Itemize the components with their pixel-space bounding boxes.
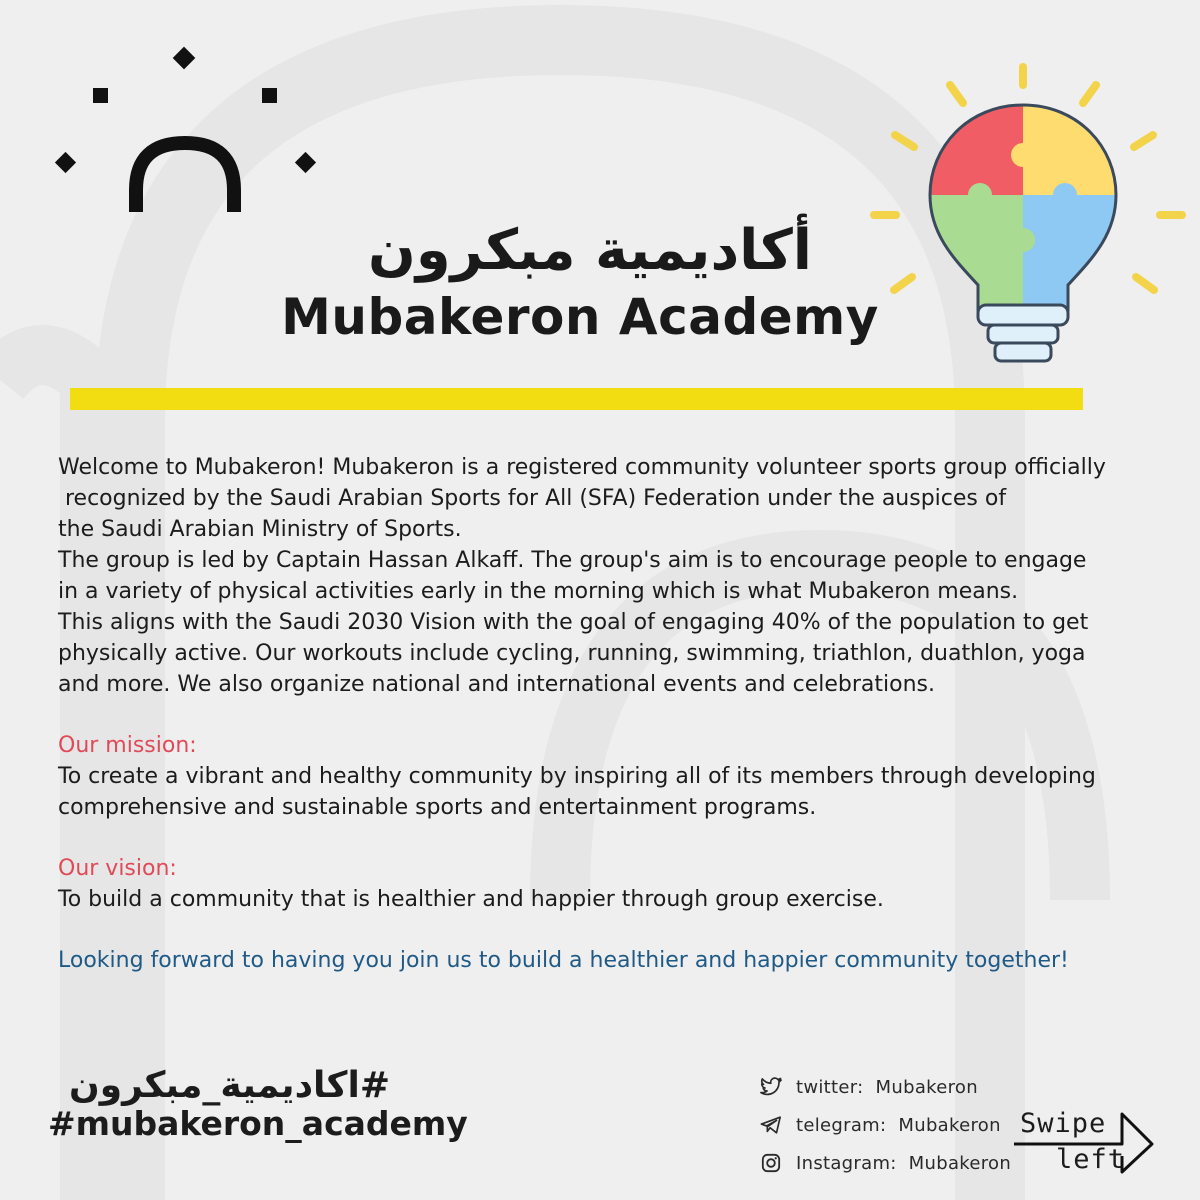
closing-message: Looking forward to having you join us to build a healthier and happier community together!	[58, 948, 1069, 973]
title-english: Mubakeron Academy	[281, 288, 879, 346]
social-twitter[interactable]	[760, 1068, 1011, 1106]
intro-line: and more. We also organize national and international events and celebrations.	[58, 672, 935, 697]
intro-line: physically active. Our workouts include cycling, running, swimming, triathlon, duathlon, yoga	[58, 641, 1086, 666]
mission-line: comprehensive and sustainable sports and entertainment programs.	[58, 795, 817, 820]
vision-heading: Our vision:	[58, 856, 177, 881]
title-arabic: أكاديمية مبكرون	[368, 218, 812, 283]
social-label: twitter: Mubakeron	[796, 1076, 978, 1098]
intro-line: in a variety of physical activities early in the morning which is what Mubakeron means.	[58, 579, 1019, 604]
social-links	[760, 1068, 1011, 1182]
social-telegram[interactable]	[760, 1106, 1011, 1144]
telegram-icon	[760, 1115, 782, 1135]
twitter-icon	[760, 1077, 782, 1097]
about-text	[58, 452, 1158, 976]
hashtag-english: #mubakeron_academy	[48, 1104, 468, 1143]
intro-line: recognized by the Saudi Arabian Sports for All (SFA) Federation under the auspices of	[58, 486, 1007, 511]
lightbulb-puzzle-icon	[860, 55, 1200, 375]
swipe-left-cue[interactable]	[1008, 1106, 1158, 1186]
social-instagram[interactable]	[760, 1144, 1011, 1182]
swipe-word: left	[1056, 1144, 1126, 1175]
mission-heading: Our mission:	[58, 733, 197, 758]
instagram-icon	[760, 1153, 782, 1173]
vision-text: To build a community that is healthier and happier through group exercise.	[58, 887, 884, 912]
social-label: Instagram: Mubakeron	[796, 1152, 1012, 1174]
swipe-word: Swipe	[1020, 1108, 1107, 1139]
hashtag-arabic: #اكاديمية_مبكرون	[68, 1065, 390, 1106]
intro-line: the Saudi Arabian Ministry of Sports.	[58, 517, 462, 542]
sunrise-logo-icon	[40, 40, 340, 230]
social-label: telegram: Mubakeron	[796, 1114, 1001, 1136]
mission-line: To create a vibrant and healthy community by inspiring all of its members through developing	[58, 764, 1096, 789]
yellow-divider	[70, 388, 1083, 410]
intro-line: This aligns with the Saudi 2030 Vision with the goal of engaging 40% of the population to get	[58, 610, 1089, 635]
intro-line: Welcome to Mubakeron! Mubakeron is a registered community volunteer sports group officially	[58, 455, 1106, 480]
intro-line: The group is led by Captain Hassan Alkaff. The group's aim is to encourage people to engage	[58, 548, 1087, 573]
